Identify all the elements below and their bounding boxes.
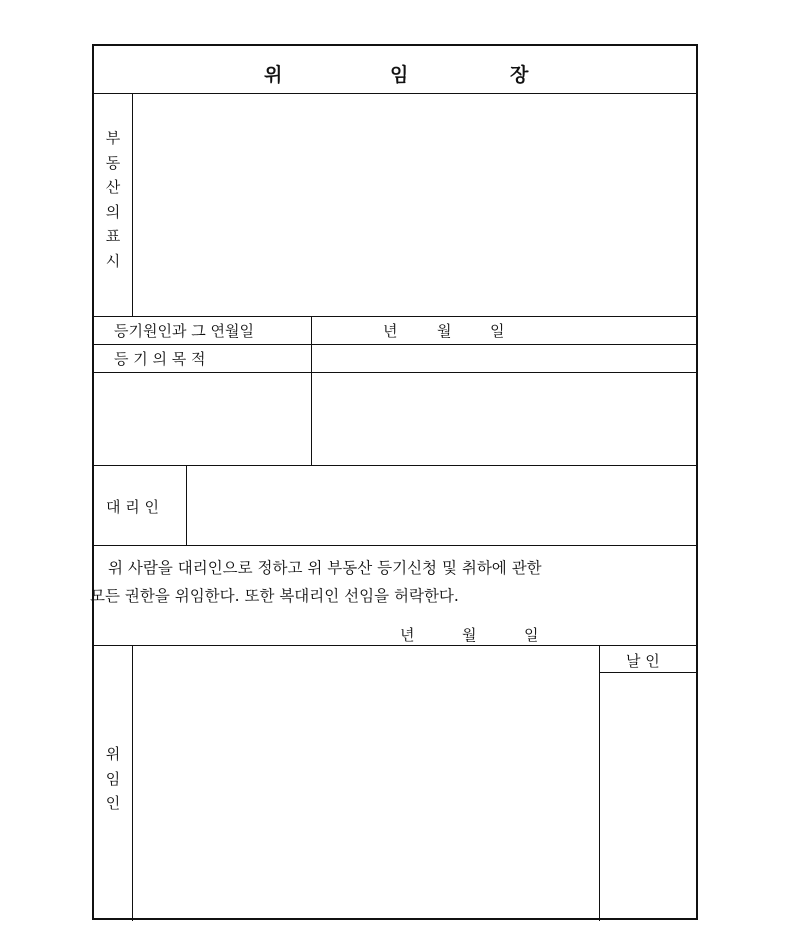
blank-cell-right[interactable]: [313, 374, 695, 464]
label-char: 인: [105, 794, 121, 812]
divider: [94, 465, 696, 466]
blank-cell-left[interactable]: [96, 374, 308, 464]
property-label: [94, 126, 132, 273]
statement-year: 년: [400, 626, 415, 644]
label-char: 표: [105, 227, 121, 245]
purpose-label: 등 기 의 목 적: [114, 350, 206, 368]
label-char: 산: [105, 178, 121, 196]
agent-field[interactable]: [188, 467, 696, 543]
divider: [94, 645, 696, 646]
cause-day: 일: [490, 322, 505, 340]
statement-month: 월: [462, 626, 477, 644]
label-char: 시: [105, 251, 121, 270]
title-char: 위: [264, 64, 283, 86]
statement-day: 일: [524, 626, 539, 644]
title-char: 장: [510, 64, 529, 86]
divider: [599, 672, 698, 673]
cause-label: 등기원인과 그 연월일: [114, 322, 254, 340]
seal-field[interactable]: [601, 674, 696, 919]
power-of-attorney-form: [92, 44, 698, 920]
form-title: [94, 46, 696, 94]
statement-line-1: 위 사람을 대리인으로 정하고 위 부동산 등기신청 및 취하에 관한: [108, 559, 542, 577]
label-char: 부: [105, 129, 121, 147]
divider: [94, 372, 696, 373]
divider: [132, 645, 133, 921]
divider: [599, 645, 600, 921]
label-char: 의: [105, 202, 121, 221]
divider: [94, 545, 696, 546]
statement-line-2: 모든 권한을 위임한다. 또한 복대리인 선임을 허락한다.: [90, 587, 459, 605]
agent-label: 대 리 인: [106, 498, 160, 516]
cause-year: 년: [383, 322, 398, 340]
property-description-field[interactable]: [134, 96, 694, 314]
title-char: 임: [390, 64, 409, 86]
divider: [311, 316, 312, 466]
divider: [94, 316, 696, 317]
label-char: 임: [105, 769, 121, 788]
cause-month: 월: [437, 322, 452, 340]
purpose-field[interactable]: [313, 345, 695, 371]
divider: [132, 94, 133, 316]
label-char: 동: [105, 153, 121, 172]
divider: [186, 465, 187, 545]
delegator-label: [94, 742, 132, 816]
divider: [94, 93, 696, 94]
delegator-field[interactable]: [134, 647, 598, 919]
seal-label: 날 인: [626, 652, 660, 670]
label-char: 위: [105, 745, 121, 763]
